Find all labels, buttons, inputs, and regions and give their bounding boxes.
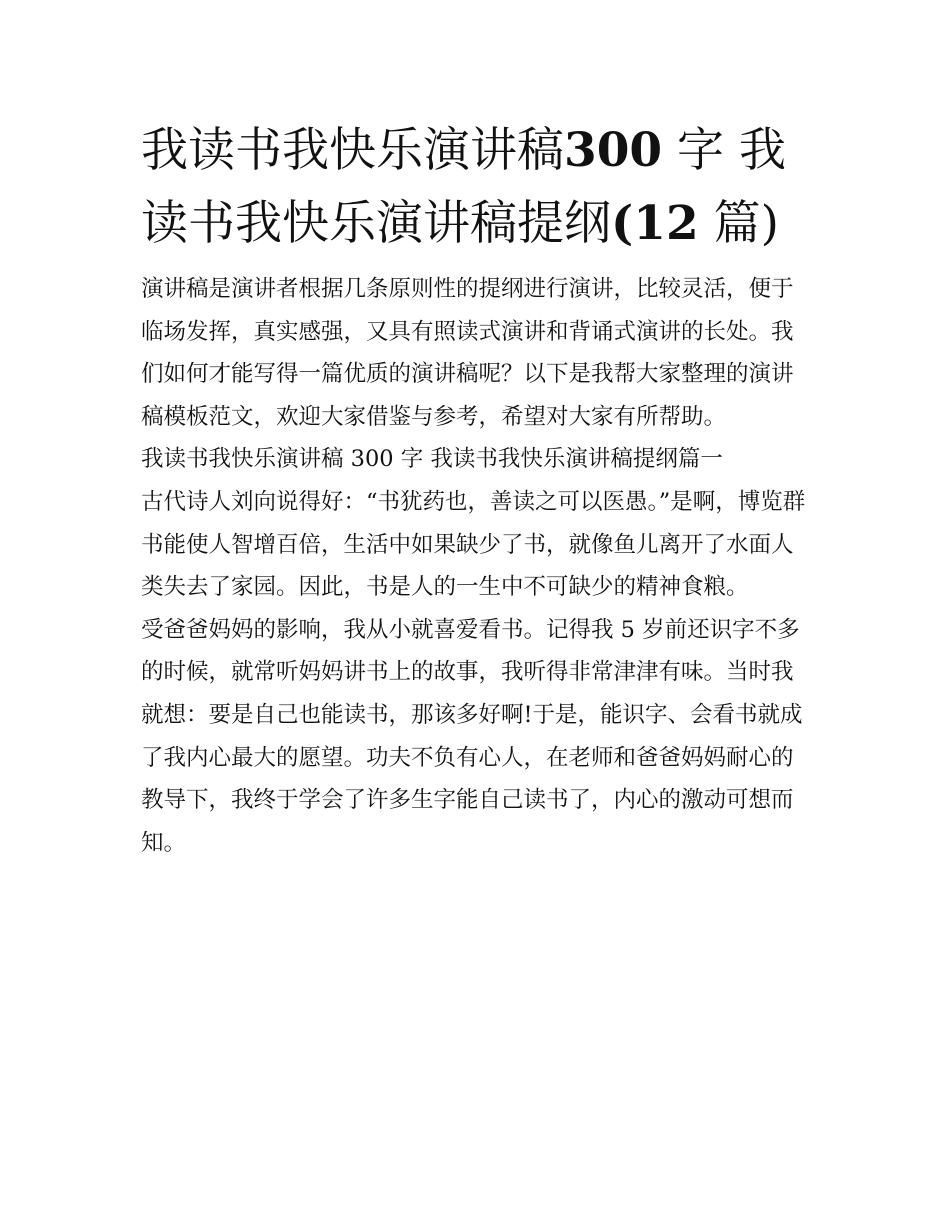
title-text-1: 我读书我快乐演讲稿 [141, 123, 564, 178]
paragraph-childhood: 受爸爸妈妈的影响，我从小就喜爱看书。记得我 5 岁前还识字不多的时候，就常听妈妈讲书上的故事，我听得非常津津有味。当时我就想：要是自己也能读书，那该多好啊!于是，能识字、会看书就成了我内心最大的愿望。功夫不负有心人，在老师和爸爸妈妈耐心的教导下，我终于学会了许多生字能自己读书了，内心的激动可想而知。 [141, 616, 803, 856]
paragraph-intro: 演讲稿是演讲者根据几条原则性的提纲进行演讲，比较灵活，便于临场发挥，真实感强，又具有照读式演讲和背诵式演讲的长处。我们如何才能写得一篇优质的演讲稿呢？以下是我帮大家整理的演讲稿模板范文，欢迎大家借鉴与参考，希望对大家有所帮助。 [141, 276, 794, 430]
title-number-1: 300 [564, 123, 663, 178]
document-title [141, 114, 813, 260]
paragraph-quote: 古代诗人刘向说得好：“书犹药也，善读之可以医愚。”是啊，博览群书能使人智增百倍，生活中如果缺少了书，就像鱼儿离开了水面人类失去了家园。因此，书是人的一生中不可缺少的精神食粮。 [141, 488, 806, 601]
title-number-2: (12 [611, 196, 699, 251]
document-content [141, 114, 813, 864]
section-heading: 我读书我快乐演讲稿 300 字 我读书我快乐演讲稿提纲篇一 [141, 446, 723, 473]
title-text-2: 字 我读书我快乐演讲稿提纲 [141, 123, 786, 251]
title-text-3: 篇) [698, 196, 779, 251]
document-body [141, 268, 813, 864]
